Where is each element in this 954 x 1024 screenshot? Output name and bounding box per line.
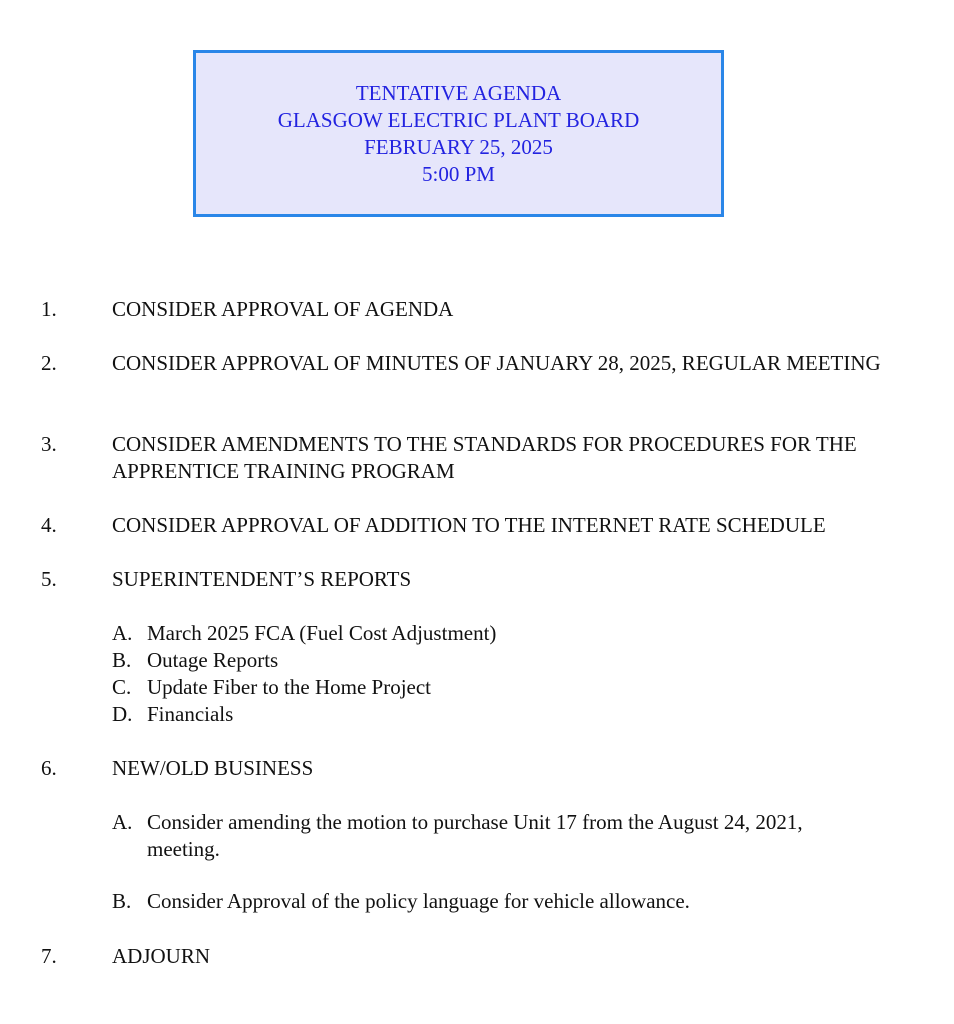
agenda-subitem (112, 888, 892, 915)
subitem-letter: A. (112, 810, 133, 834)
agenda-subitem (112, 647, 892, 674)
agenda-item-number: 6. (41, 756, 57, 780)
agenda-item-text: CONSIDER AMENDMENTS TO THE STANDARDS FOR PROCEDURES FOR THE APPRENTICE TRAINING PROGRAM (112, 432, 857, 483)
subitem-text: March 2025 FCA (Fuel Cost Adjustment) (147, 621, 497, 645)
agenda-item-text: SUPERINTENDENT’S REPORTS (112, 567, 412, 591)
subitem-letter: B. (112, 648, 132, 672)
agenda-item-text: NEW/OLD BUSINESS (112, 756, 314, 780)
subitem-text: Financials (147, 702, 234, 726)
agenda-subitem (112, 809, 872, 863)
agenda-subitem (112, 620, 892, 647)
agenda-item-text: CONSIDER APPROVAL OF MINUTES OF JANUARY 28, 2025, REGULAR MEETING (112, 351, 881, 375)
agenda-item-number: 3. (41, 432, 57, 456)
agenda-item-number: 5. (41, 567, 57, 591)
agenda-item-number: 4. (41, 513, 57, 537)
subitem-text: Consider amending the motion to purchase Unit 17 from the August 24, 2021, meeting. (147, 810, 803, 861)
subitem-letter: B. (112, 889, 132, 913)
agenda-item-number: 2. (41, 351, 57, 375)
agenda-subitem (112, 701, 892, 728)
subitem-text: Update Fiber to the Home Project (147, 675, 432, 699)
subitem-letter: C. (112, 675, 132, 699)
header-date: FEBRUARY 25, 2025 (364, 134, 553, 159)
agenda-item-text: ADJOURN (112, 944, 211, 968)
header-title: TENTATIVE AGENDA (355, 80, 562, 105)
subitem-text: Consider Approval of the policy language for vehicle allowance. (147, 889, 690, 913)
header-organization: GLASGOW ELECTRIC PLANT BOARD (277, 107, 640, 132)
agenda-item-text: CONSIDER APPROVAL OF AGENDA (112, 297, 454, 321)
subitem-text: Outage Reports (147, 648, 279, 672)
header-time: 5:00 PM (422, 161, 495, 186)
subitem-letter: D. (112, 702, 133, 726)
agenda-subitem (112, 674, 892, 701)
subitem-letter: A. (112, 621, 133, 645)
agenda-item-number: 1. (41, 297, 57, 321)
agenda-item-text: CONSIDER APPROVAL OF ADDITION TO THE INTERNET RATE SCHEDULE (112, 513, 826, 537)
agenda-item-number: 7. (41, 944, 57, 968)
